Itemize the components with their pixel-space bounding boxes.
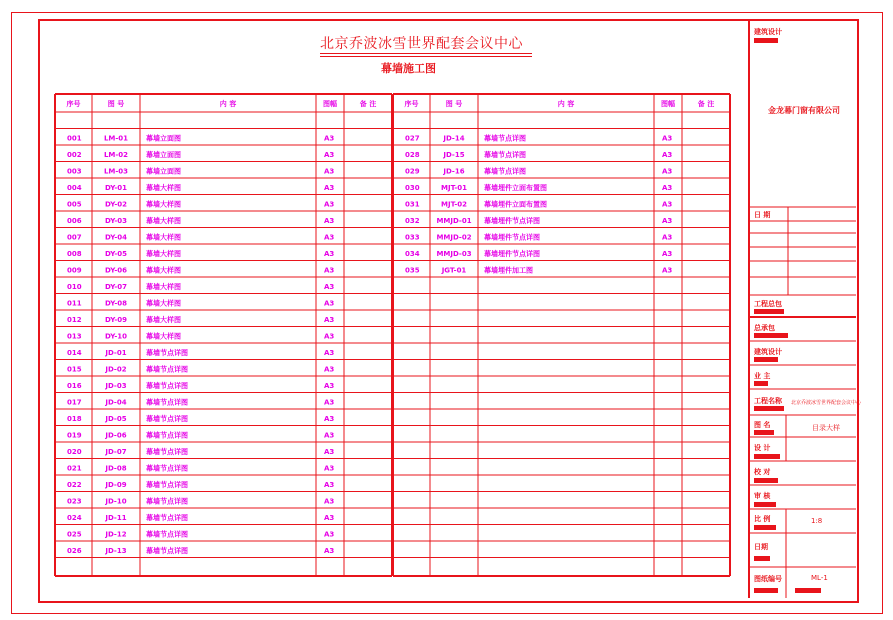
tb-bar — [754, 502, 776, 507]
left-row-drawing-no: JD-11 — [105, 514, 127, 522]
right-row-content: 幕墙埋件节点详图 — [484, 217, 540, 225]
left-row-content: 幕墙节点详图 — [146, 448, 188, 456]
left-row-size: A3 — [324, 398, 335, 407]
tb-date-label-2: 日期 — [754, 543, 768, 551]
left-row-drawing-no: LM-03 — [103, 167, 129, 176]
tb-scale-value: 1:8 — [811, 517, 823, 525]
left-row-number: 026 — [67, 547, 82, 555]
tb-drawing-name-value: 目录大样 — [812, 424, 840, 432]
left-row-content: 幕墙立面图 — [146, 167, 181, 176]
tb-reviewer-label: 审 核 — [754, 492, 771, 500]
right-row-drawing-no: MJT-01 — [441, 184, 467, 192]
right-row-content: 幕墙节点详图 — [484, 151, 526, 159]
left-row-drawing-no: JD-13 — [105, 547, 127, 555]
left-row-size: A3 — [324, 250, 335, 258]
right-row-drawing-no: JD-16 — [443, 167, 465, 176]
left-row-drawing-no: JD-05 — [105, 415, 127, 423]
tb-drawing-no-label: 图纸编号 — [754, 575, 782, 583]
left-row-drawing-no: DY-04 — [105, 233, 127, 242]
left-row-content: 幕墙立面图 — [146, 151, 181, 159]
right-header-2: 内 容 — [557, 100, 575, 108]
left-row-number: 024 — [67, 514, 82, 522]
right-row-size: A3 — [662, 167, 673, 176]
left-row-size: A3 — [324, 481, 335, 489]
left-row-size: A3 — [324, 134, 335, 143]
right-row-size: A3 — [662, 217, 673, 225]
left-row-content: 幕墙节点详图 — [146, 382, 188, 390]
right-row-content: 幕墙节点详图 — [484, 134, 526, 143]
right-row-number: 027 — [405, 134, 420, 143]
left-row-drawing-no: LM-02 — [103, 151, 129, 159]
left-row-number: 010 — [67, 283, 82, 291]
left-row-number: 014 — [67, 349, 82, 357]
left-row-number: 022 — [67, 481, 82, 489]
left-row-size: A3 — [324, 547, 335, 555]
left-row-number: 006 — [67, 217, 82, 225]
left-row-number: 015 — [67, 365, 82, 374]
left-row-size: A3 — [324, 167, 335, 176]
left-row-content: 幕墙节点详图 — [146, 464, 188, 473]
tb-bar — [754, 309, 784, 314]
left-row-number: 011 — [67, 299, 82, 308]
tb-drawing-name-label: 图 名 — [754, 421, 771, 429]
right-row-number: 028 — [405, 151, 420, 159]
tb-stamp-bar — [754, 38, 778, 43]
left-header-0: 序号 — [66, 100, 81, 108]
left-row-size: A3 — [324, 266, 335, 275]
tb-designer-label: 设 计 — [754, 444, 771, 452]
left-row-number: 005 — [67, 200, 82, 209]
right-row-content: 幕墙节点详图 — [484, 167, 526, 176]
left-row-size: A3 — [324, 448, 335, 456]
left-row-size: A3 — [324, 349, 335, 357]
left-row-content: 幕墙大样图 — [146, 217, 181, 225]
right-row-number: 033 — [405, 233, 420, 242]
left-row-size: A3 — [324, 283, 335, 291]
left-row-number: 012 — [67, 316, 82, 324]
left-row-content: 幕墙大样图 — [146, 283, 181, 291]
right-header-4: 备 注 — [697, 100, 715, 108]
right-row-number: 031 — [405, 200, 420, 209]
right-row-number: 034 — [405, 250, 420, 258]
tb-bar — [754, 381, 768, 386]
tb-checker-label: 校 对 — [754, 468, 771, 476]
tb-engineering-label: 工程总包 — [754, 300, 782, 308]
left-row-drawing-no: JD-09 — [105, 481, 127, 489]
right-row-drawing-no: MJT-02 — [441, 200, 467, 209]
right-row-size: A3 — [662, 250, 673, 258]
right-row-size: A3 — [662, 200, 673, 209]
right-row-drawing-no: JD-15 — [443, 151, 465, 159]
left-header-3: 图幅 — [323, 100, 337, 108]
left-row-content: 幕墙节点详图 — [146, 415, 188, 423]
right-row-content: 幕墙埋件节点详图 — [484, 250, 540, 258]
left-row-number: 021 — [67, 464, 82, 473]
tb-building-design-label: 建筑设计 — [754, 348, 782, 356]
right-row-size: A3 — [662, 184, 673, 192]
left-row-number: 009 — [67, 266, 82, 275]
right-row-drawing-no: MMJD-03 — [436, 250, 472, 258]
tb-project-name-value: 北京乔波冰雪世界配套会议中心 — [791, 400, 862, 406]
left-row-size: A3 — [324, 365, 335, 374]
left-row-content: 幕墙节点详图 — [146, 497, 188, 506]
tb-contractor-label: 总承包 — [754, 324, 775, 332]
tb-drawing-no-value: ML-1 — [811, 574, 828, 582]
left-row-content: 幕墙大样图 — [146, 332, 181, 341]
right-row-number: 029 — [405, 167, 420, 176]
left-row-size: A3 — [324, 233, 335, 242]
left-row-content: 幕墙大样图 — [146, 250, 181, 258]
left-row-number: 020 — [67, 448, 82, 456]
left-row-drawing-no: JD-02 — [105, 365, 127, 374]
tb-date-label: 日 期 — [754, 211, 771, 219]
left-row-number: 003 — [67, 167, 82, 176]
left-row-number: 016 — [67, 382, 82, 390]
tb-company: 金龙幕门窗有限公司 — [768, 106, 840, 115]
left-row-number: 004 — [67, 184, 82, 192]
tb-bar — [795, 588, 821, 593]
tb-bar — [754, 478, 778, 483]
left-row-size: A3 — [324, 316, 335, 324]
right-row-size: A3 — [662, 233, 673, 242]
tb-scale-label: 比 例 — [754, 515, 771, 523]
left-row-number: 001 — [67, 134, 82, 143]
left-row-drawing-no: JD-10 — [105, 497, 127, 506]
right-row-number: 032 — [405, 217, 420, 225]
tb-bar — [754, 525, 776, 530]
left-row-drawing-no: DY-05 — [105, 250, 127, 258]
left-row-content: 幕墙大样图 — [146, 200, 181, 209]
left-row-number: 023 — [67, 497, 82, 506]
left-row-content: 幕墙节点详图 — [146, 547, 188, 555]
drawing-subtitle: 幕墙施工图 — [381, 62, 436, 75]
left-row-drawing-no: JD-08 — [105, 464, 127, 473]
right-row-size: A3 — [662, 266, 673, 275]
left-row-size: A3 — [324, 299, 335, 308]
left-row-drawing-no: DY-08 — [105, 299, 127, 308]
left-row-content: 幕墙大样图 — [146, 266, 181, 275]
tb-bar — [754, 333, 788, 338]
left-row-drawing-no: DY-10 — [105, 332, 127, 341]
left-row-drawing-no: DY-02 — [105, 200, 127, 209]
right-row-size: A3 — [662, 134, 673, 143]
left-header-2: 内 容 — [219, 100, 237, 108]
left-row-number: 008 — [67, 250, 82, 258]
left-row-content: 幕墙大样图 — [146, 233, 181, 242]
left-row-number: 013 — [67, 332, 82, 341]
drawing-title: 北京乔波冰雪世界配套会议中心 — [320, 36, 523, 52]
right-table-grid — [393, 94, 730, 576]
tb-design-label: 建筑设计 — [754, 28, 782, 36]
left-row-size: A3 — [324, 217, 335, 225]
left-header-1: 图 号 — [107, 100, 125, 108]
left-row-size: A3 — [324, 431, 335, 440]
right-header-3: 图幅 — [661, 100, 675, 108]
tb-bar — [754, 454, 780, 459]
left-row-content: 幕墙立面图 — [146, 134, 181, 143]
left-row-size: A3 — [324, 382, 335, 390]
left-row-content: 幕墙节点详图 — [146, 514, 188, 522]
left-row-content: 幕墙大样图 — [146, 184, 181, 192]
left-row-drawing-no: JD-04 — [105, 398, 127, 407]
right-row-size: A3 — [662, 151, 673, 159]
left-row-size: A3 — [324, 332, 335, 341]
left-row-number: 017 — [67, 398, 82, 407]
left-row-drawing-no: JD-01 — [105, 349, 127, 357]
right-row-content: 幕墙埋件节点详图 — [484, 233, 540, 242]
left-row-number: 025 — [67, 530, 82, 539]
left-row-number: 007 — [67, 233, 82, 242]
left-row-size: A3 — [324, 184, 335, 192]
left-row-drawing-no: JD-07 — [105, 448, 127, 456]
left-row-size: A3 — [324, 151, 335, 159]
left-row-size: A3 — [324, 497, 335, 506]
left-row-content: 幕墙节点详图 — [146, 365, 188, 374]
left-row-drawing-no: JD-03 — [105, 382, 127, 390]
left-row-content: 幕墙大样图 — [146, 316, 181, 324]
tb-project-name-label: 工程名称 — [754, 397, 782, 405]
left-row-drawing-no: DY-01 — [105, 184, 127, 192]
left-row-content: 幕墙节点详图 — [146, 481, 188, 489]
tb-bar — [754, 430, 774, 435]
right-row-drawing-no: MMJD-02 — [436, 233, 472, 242]
tb-bar — [754, 406, 784, 411]
left-row-drawing-no: DY-09 — [105, 316, 127, 324]
left-row-size: A3 — [324, 514, 335, 522]
right-row-content: 幕墙埋件立面布置图 — [484, 200, 547, 209]
tb-bar — [754, 556, 770, 561]
tb-owner-label: 业 主 — [754, 372, 771, 380]
left-row-size: A3 — [324, 464, 335, 473]
left-row-content: 幕墙大样图 — [146, 299, 181, 308]
left-row-drawing-no: LM-01 — [103, 134, 129, 143]
right-row-number: 035 — [405, 266, 420, 275]
right-header-0: 序号 — [404, 100, 419, 108]
right-row-content: 幕墙埋件加工图 — [484, 266, 533, 275]
left-row-content: 幕墙节点详图 — [146, 530, 188, 539]
left-row-number: 018 — [67, 415, 82, 423]
left-row-size: A3 — [324, 200, 335, 209]
tb-bar — [754, 588, 778, 593]
left-row-drawing-no: DY-03 — [105, 217, 127, 225]
left-row-size: A3 — [324, 415, 335, 423]
right-row-drawing-no: MMJD-01 — [436, 217, 472, 225]
left-row-number: 019 — [67, 431, 82, 440]
left-row-drawing-no: DY-06 — [105, 266, 127, 275]
tb-bar — [754, 357, 778, 362]
left-header-4: 备 注 — [359, 100, 377, 108]
right-row-content: 幕墙埋件立面布置图 — [484, 184, 547, 192]
left-row-content: 幕墙节点详图 — [146, 431, 188, 440]
left-row-number: 002 — [67, 151, 82, 159]
left-row-content: 幕墙节点详图 — [146, 349, 188, 357]
left-row-size: A3 — [324, 530, 335, 539]
right-row-drawing-no: JD-14 — [443, 134, 465, 143]
right-row-drawing-no: JGT-01 — [441, 266, 467, 275]
right-header-1: 图 号 — [445, 100, 463, 108]
left-row-drawing-no: JD-06 — [105, 431, 127, 440]
right-row-number: 030 — [405, 184, 420, 192]
left-row-drawing-no: JD-12 — [105, 530, 127, 539]
left-row-content: 幕墙节点详图 — [146, 398, 188, 407]
left-row-drawing-no: DY-07 — [105, 283, 127, 291]
